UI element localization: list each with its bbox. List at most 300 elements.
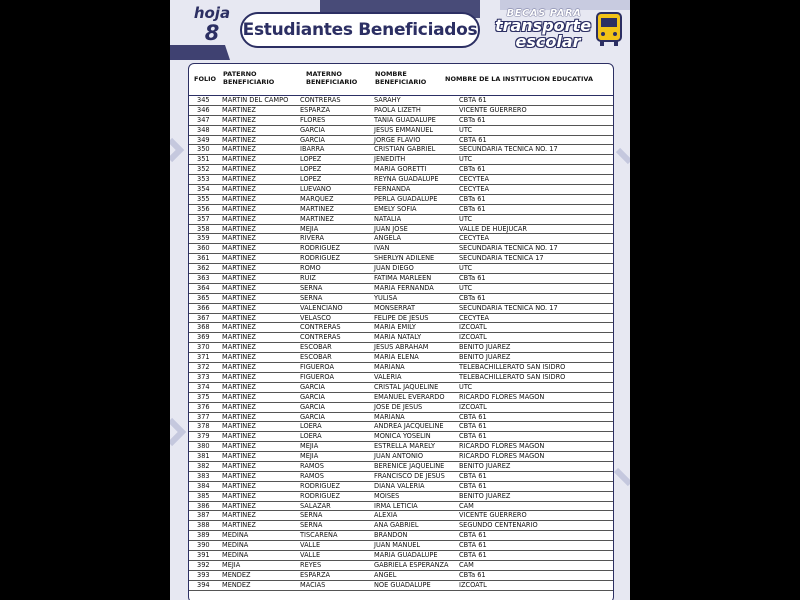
- table-cell: VICENTE GUERRERO: [459, 105, 527, 114]
- table-cell: 388: [197, 521, 210, 530]
- table-row: [189, 551, 613, 561]
- table-cell: IZCOATL: [459, 333, 487, 342]
- table-cell: MARTINEZ: [222, 372, 256, 381]
- bus-icon: [596, 12, 622, 48]
- table-cell: 378: [197, 422, 210, 431]
- table-row: [189, 531, 613, 541]
- table-cell: MARTINEZ: [222, 521, 256, 530]
- table-cell: 362: [197, 264, 210, 273]
- table-cell: MEDINA: [222, 541, 249, 550]
- table-cell: 363: [197, 274, 210, 283]
- table-cell: MARIANA: [374, 412, 405, 421]
- table-cell: RICARDO FLORES MAGON: [459, 392, 545, 401]
- table-cell: 355: [197, 194, 210, 203]
- table-cell: MARTINEZ: [222, 511, 256, 520]
- table-cell: 359: [197, 234, 210, 243]
- table-cell: UTC: [459, 214, 473, 223]
- table-cell: REYES: [300, 560, 322, 569]
- table-cell: FATIMA MARLEEN: [374, 274, 432, 283]
- table-cell: MEJIA: [300, 442, 319, 451]
- table-cell: 357: [197, 214, 210, 223]
- table-cell: UTC: [459, 125, 473, 134]
- table-row: [189, 323, 613, 333]
- table-cell: MARIANA: [374, 363, 405, 372]
- table-cell: MARTINEZ: [222, 283, 256, 292]
- table-cell: MARTINEZ: [222, 333, 256, 342]
- table-cell: CECYTEA: [459, 185, 489, 194]
- sheet-number: [184, 6, 240, 44]
- table-cell: NATALIA: [374, 214, 402, 223]
- table-cell: IZCOATL: [459, 580, 487, 589]
- table-cell: MARTINEZ: [222, 491, 256, 500]
- table-row: [189, 136, 613, 146]
- title-banner: [240, 12, 480, 48]
- table-cell: MARTINEZ: [222, 442, 256, 451]
- table-cell: MARTINEZ: [222, 382, 256, 391]
- table-row: [189, 521, 613, 531]
- table-cell: ALEXIA: [374, 511, 398, 520]
- table-cell: MARTINEZ: [222, 194, 256, 203]
- table-cell: EMANUEL EVERARDO: [374, 392, 445, 401]
- table-cell: REYNA GUADALUPE: [374, 175, 439, 184]
- table-cell: CBTA 61: [459, 481, 487, 490]
- table-cell: 389: [197, 531, 210, 540]
- table-cell: 382: [197, 461, 210, 470]
- table-row: [189, 472, 613, 482]
- table-cell: MARTINEZ: [222, 165, 256, 174]
- table-cell: CBTa 61: [459, 165, 486, 174]
- table-cell: MARTINEZ: [222, 471, 256, 480]
- table-cell: CECYTEA: [459, 175, 489, 184]
- table-cell: 379: [197, 432, 210, 441]
- table-row: [189, 353, 613, 363]
- table-row: [189, 413, 613, 423]
- table-cell: MARTINEZ: [222, 402, 256, 411]
- table-cell: UTC: [459, 382, 473, 391]
- table-cell: MEJIA: [222, 560, 241, 569]
- table-cell: CONTRERAS: [300, 323, 341, 332]
- table-cell: CBTA 61: [459, 96, 487, 104]
- table-cell: 361: [197, 254, 210, 263]
- table-cell: SECUNDARIA TECNICA NO. 17: [459, 145, 558, 154]
- table-row: [189, 403, 613, 413]
- table-cell: 353: [197, 175, 210, 184]
- table-cell: MARTINEZ: [222, 412, 256, 421]
- table-cell: EMELY SOFIA: [374, 204, 417, 213]
- table-cell: CECYTEA: [459, 234, 489, 243]
- table-cell: MARIA FERNANDA: [374, 283, 434, 292]
- table-cell: 364: [197, 283, 210, 292]
- table-cell: LOPEZ: [300, 155, 322, 164]
- table-cell: BENITO JUAREZ: [459, 491, 511, 500]
- table-cell: CBTa 61: [459, 194, 486, 203]
- table-cell: RODRIGUEZ: [300, 491, 340, 500]
- table-row: [189, 482, 613, 492]
- table-cell: 372: [197, 363, 210, 372]
- table-cell: MARTINEZ: [222, 115, 256, 124]
- table-cell: SEGUNDO CENTENARIO: [459, 521, 538, 530]
- table-row: [189, 116, 613, 126]
- table-cell: CBTa 61: [459, 204, 486, 213]
- table-row: [189, 393, 613, 403]
- table-cell: IBARRA: [300, 145, 325, 154]
- table-cell: 381: [197, 452, 210, 461]
- table-cell: MEDINA: [222, 550, 249, 559]
- table-cell: PAOLA LIZETH: [374, 105, 421, 114]
- table-cell: MARTINEZ: [300, 214, 334, 223]
- table-cell: CBTA 61: [459, 412, 487, 421]
- table-cell: 358: [197, 224, 210, 233]
- table-cell: MARTINEZ: [222, 234, 256, 243]
- table-cell: CECYTEA: [459, 313, 489, 322]
- table-cell: JESUS ABRAHAM: [374, 343, 429, 352]
- table-cell: MARTINEZ: [222, 343, 256, 352]
- table-row: [189, 432, 613, 442]
- table-cell: SERNA: [300, 511, 323, 520]
- table-body: [189, 96, 613, 591]
- table-cell: TELEBACHILLERATO SAN ISIDRO: [459, 363, 566, 372]
- table-cell: CONTRERAS: [300, 96, 341, 104]
- table-cell: ROMO: [300, 264, 321, 273]
- table-cell: 349: [197, 135, 210, 144]
- table-cell: FIGUEROA: [300, 363, 335, 372]
- table-row: [189, 373, 613, 383]
- table-cell: CBTA 61: [459, 422, 487, 431]
- table-cell: YULISA: [374, 293, 398, 302]
- table-cell: SARAHY: [374, 96, 401, 104]
- table-cell: RODRIGUEZ: [300, 254, 340, 263]
- table-cell: MARTIN DEL CAMPO: [222, 96, 289, 104]
- table-cell: 351: [197, 155, 210, 164]
- table-cell: GABRIELA ESPERANZA: [374, 560, 449, 569]
- table-header: [189, 64, 613, 96]
- table-cell: CBTA 61: [459, 135, 487, 144]
- table-row: [189, 492, 613, 502]
- table-cell: ANGEL: [374, 570, 397, 579]
- table-row: [189, 333, 613, 343]
- table-cell: GARCIA: [300, 125, 325, 134]
- table-row: [189, 422, 613, 432]
- table-row: [189, 452, 613, 462]
- table-cell: MARTINEZ: [222, 244, 256, 253]
- table-cell: RAMOS: [300, 461, 324, 470]
- table-cell: BERENICE JAQUELINE: [374, 461, 445, 470]
- table-cell: 386: [197, 501, 210, 510]
- table-cell: RUIZ: [300, 274, 316, 283]
- table-row: [189, 264, 613, 274]
- table-cell: VICENTE GUERRERO: [459, 511, 527, 520]
- table-cell: TISCAREÑA: [300, 531, 338, 540]
- table-cell: JESUS EMMANUEL: [374, 125, 434, 134]
- table-cell: MARTINEZ: [222, 214, 256, 223]
- table-cell: NOE GUADALUPE: [374, 580, 431, 589]
- table-cell: BENITO JUAREZ: [459, 461, 511, 470]
- table-cell: 367: [197, 313, 210, 322]
- table-cell: 365: [197, 293, 210, 302]
- table-cell: 371: [197, 353, 210, 362]
- table-cell: 373: [197, 372, 210, 381]
- table-cell: RIVERA: [300, 234, 325, 243]
- table-cell: MARTINEZ: [222, 264, 256, 273]
- table-row: [189, 195, 613, 205]
- table-cell: VALLE DE HUEJUCAR: [459, 224, 527, 233]
- table-cell: SECUNDARIA TECNICA 17: [459, 254, 544, 263]
- table-cell: 356: [197, 204, 210, 213]
- table-cell: 394: [197, 580, 210, 589]
- table-cell: 374: [197, 382, 210, 391]
- table-cell: TANIA GUADALUPE: [374, 115, 436, 124]
- table-cell: CBTa 61: [459, 570, 486, 579]
- table-row: [189, 363, 613, 373]
- table-cell: MARIA ELENA: [374, 353, 419, 362]
- table-cell: ESCOBAR: [300, 343, 332, 352]
- table-cell: ESPARZA: [300, 570, 331, 579]
- table-cell: VELASCO: [300, 313, 331, 322]
- table-cell: GARCIA: [300, 382, 325, 391]
- table-cell: UTC: [459, 283, 473, 292]
- table-cell: MARTINEZ: [222, 303, 256, 312]
- table-row: [189, 185, 613, 195]
- table-row: [189, 442, 613, 452]
- table-row: [189, 96, 613, 106]
- table-cell: CBTA 61: [459, 550, 487, 559]
- table-cell: 375: [197, 392, 210, 401]
- table-cell: CBTA 61: [459, 541, 487, 550]
- table-cell: ANDREA JACQUELINE: [374, 422, 444, 431]
- table-cell: MARTINEZ: [222, 353, 256, 362]
- table-cell: FRANCISCO DE JESUS: [374, 471, 445, 480]
- table-row: [189, 254, 613, 264]
- table-cell: SECUNDARIA TECNICA NO. 17: [459, 244, 558, 253]
- table-cell: VALLE: [300, 550, 321, 559]
- table-row: [189, 561, 613, 571]
- table-cell: MARTINEZ: [300, 204, 334, 213]
- table-cell: 352: [197, 165, 210, 174]
- col-paterno: PATERNO BENEFICIARIO: [223, 70, 275, 86]
- table-row: [189, 571, 613, 581]
- table-cell: 368: [197, 323, 210, 332]
- table-cell: MARTINEZ: [222, 313, 256, 322]
- col-institucion: NOMBRE DE LA INSTITUCION EDUCATIVA: [445, 75, 594, 83]
- table-row: [189, 502, 613, 512]
- table-row: [189, 225, 613, 235]
- table-cell: RICARDO FLORES MAGON: [459, 452, 545, 461]
- table-cell: MARIA GUADALUPE: [374, 550, 438, 559]
- table-cell: SALAZAR: [300, 501, 331, 510]
- table-row: [189, 106, 613, 116]
- table-cell: MACIAS: [300, 580, 326, 589]
- table-row: [189, 274, 613, 284]
- table-cell: 347: [197, 115, 210, 124]
- table-cell: MENDEZ: [222, 580, 251, 589]
- table-cell: CBTa 61: [459, 115, 486, 124]
- table-row: [189, 304, 613, 314]
- table-cell: FLORES: [300, 115, 326, 124]
- table-cell: CRISTAL JAQUELINE: [374, 382, 439, 391]
- table-cell: MONSERRAT: [374, 303, 416, 312]
- table-cell: VALERIA: [374, 372, 402, 381]
- table-cell: 376: [197, 402, 210, 411]
- table-cell: CBTA 61: [459, 432, 487, 441]
- col-materno: MATERNO BENEFICIARIO: [306, 70, 358, 86]
- table-cell: UTC: [459, 155, 473, 164]
- table-cell: MARTINEZ: [222, 452, 256, 461]
- table-cell: RODRIGUEZ: [300, 244, 340, 253]
- col-nombre: NOMBRE BENEFICIARIO: [375, 70, 427, 86]
- table-row: [189, 244, 613, 254]
- table-cell: MEJIA: [300, 224, 319, 233]
- table-cell: MARIA EMILY: [374, 323, 416, 332]
- table-cell: LOERA: [300, 422, 322, 431]
- table-cell: 346: [197, 105, 210, 114]
- table-cell: 345: [197, 96, 210, 104]
- table-cell: ESPARZA: [300, 105, 331, 114]
- table-cell: PERLA GUADALUPE: [374, 194, 438, 203]
- logo-line-1: BECAS PARA: [506, 8, 582, 19]
- table-row: [189, 234, 613, 244]
- table-cell: CAM: [459, 560, 474, 569]
- table-cell: MARQUEZ: [300, 194, 334, 203]
- table-row: [189, 462, 613, 472]
- table-row: [189, 215, 613, 225]
- table-cell: MEJIA: [300, 452, 319, 461]
- table-cell: 360: [197, 244, 210, 253]
- table-cell: MOISES: [374, 491, 400, 500]
- col-folio: FOLIO: [194, 75, 217, 83]
- logo-line-2: transporte: [494, 16, 592, 35]
- table-cell: BENITO JUAREZ: [459, 353, 511, 362]
- table-row: [189, 126, 613, 136]
- table-cell: MARTINEZ: [222, 501, 256, 510]
- table-cell: MARIA GORETTI: [374, 165, 427, 174]
- table-cell: CAM: [459, 501, 474, 510]
- table-cell: 354: [197, 185, 210, 194]
- sheet-label: hoja: [193, 4, 231, 22]
- table-cell: 383: [197, 471, 210, 480]
- page-title: Estudiantes Beneficiados: [242, 20, 478, 40]
- table-cell: MARTINEZ: [222, 274, 256, 283]
- table-cell: MEDINA: [222, 531, 249, 540]
- table-row: [189, 175, 613, 185]
- table-row: [189, 314, 613, 324]
- table-cell: IZCOATL: [459, 402, 487, 411]
- logo-line-3: escolar: [515, 32, 581, 51]
- table-cell: RICARDO FLORES MAGON: [459, 442, 545, 451]
- table-cell: MARTINEZ: [222, 125, 256, 134]
- table-cell: CRISTIAN GABRIEL: [374, 145, 436, 154]
- document-page: [170, 0, 630, 600]
- table-cell: JOSE DE JESUS: [374, 402, 423, 411]
- table-cell: 366: [197, 303, 210, 312]
- table-cell: IZCOATL: [459, 323, 487, 332]
- table-cell: LOERA: [300, 432, 322, 441]
- table-cell: MARTINEZ: [222, 432, 256, 441]
- table-cell: MARTINEZ: [222, 461, 256, 470]
- table-cell: IRMA LETICIA: [374, 501, 418, 510]
- table-row: [189, 284, 613, 294]
- table-cell: MARTINEZ: [222, 392, 256, 401]
- table-row: [189, 165, 613, 175]
- table-cell: MARTINEZ: [222, 155, 256, 164]
- table-cell: ANA GABRIEL: [374, 521, 419, 530]
- table-cell: MENDEZ: [222, 570, 251, 579]
- table-cell: DIANA VALERIA: [374, 481, 425, 490]
- table-cell: MARTINEZ: [222, 204, 256, 213]
- table-cell: VALENCIANO: [300, 303, 343, 312]
- table-cell: MARTINEZ: [222, 323, 256, 332]
- sheet-number-value: 8: [204, 21, 220, 45]
- table-cell: 380: [197, 442, 210, 451]
- table-cell: GARCIA: [300, 392, 325, 401]
- table-cell: IVAN: [374, 244, 390, 253]
- table-cell: UTC: [459, 264, 473, 273]
- table-cell: MARTINEZ: [222, 224, 256, 233]
- table-cell: JUAN JOSE: [374, 224, 408, 233]
- table-row: [189, 511, 613, 521]
- table-cell: 377: [197, 412, 210, 421]
- table-cell: MARIA NATALY: [374, 333, 422, 342]
- table-cell: SERNA: [300, 521, 323, 530]
- table-cell: CONTRERAS: [300, 333, 341, 342]
- table-cell: RODRIGUEZ: [300, 481, 340, 490]
- table-cell: GARCIA: [300, 412, 325, 421]
- table-cell: SHERLYN ADILENE: [374, 254, 435, 263]
- table-cell: 393: [197, 570, 210, 579]
- table-cell: VALLE: [300, 541, 321, 550]
- table-cell: RAMOS: [300, 471, 324, 480]
- table-cell: SECUNDARIA TECNICA NO. 17: [459, 303, 558, 312]
- table-cell: 387: [197, 511, 210, 520]
- table-cell: CBTa 61: [459, 293, 486, 302]
- table-cell: CBTa 61: [459, 274, 486, 283]
- table-cell: 350: [197, 145, 210, 154]
- table-cell: 348: [197, 125, 210, 134]
- table-cell: ANGELA: [374, 234, 402, 243]
- table-cell: LOPEZ: [300, 175, 322, 184]
- table-cell: CBTA 61: [459, 531, 487, 540]
- table-cell: CBTA 61: [459, 471, 487, 480]
- table-cell: MARTINEZ: [222, 135, 256, 144]
- table-cell: JUAN DIEGO: [374, 264, 414, 273]
- table-cell: JENEDITH: [374, 155, 406, 164]
- program-logo: [490, 8, 622, 54]
- table-cell: SERNA: [300, 293, 323, 302]
- table-cell: 391: [197, 550, 210, 559]
- table-cell: GARCIA: [300, 135, 325, 144]
- table-cell: SERNA: [300, 283, 323, 292]
- table-cell: TELEBACHILLERATO SAN ISIDRO: [459, 372, 566, 381]
- table-cell: GARCIA: [300, 402, 325, 411]
- table-cell: LUEVANO: [300, 185, 332, 194]
- table-cell: BENITO JUAREZ: [459, 343, 511, 352]
- table-cell: MARTINEZ: [222, 105, 256, 114]
- table-cell: FELIPE DE JESUS: [374, 313, 429, 322]
- table-row: [189, 155, 613, 165]
- table-cell: FIGUEROA: [300, 372, 335, 381]
- table-cell: 390: [197, 541, 210, 550]
- table-cell: MARTINEZ: [222, 175, 256, 184]
- table-cell: FERNANDA: [374, 185, 411, 194]
- table-cell: 370: [197, 343, 210, 352]
- table-cell: MARTINEZ: [222, 185, 256, 194]
- table-cell: LOPEZ: [300, 165, 322, 174]
- table-cell: ESCOBAR: [300, 353, 332, 362]
- table-cell: MARTINEZ: [222, 422, 256, 431]
- table-cell: MARTINEZ: [222, 145, 256, 154]
- table-row: [189, 541, 613, 551]
- table-cell: 385: [197, 491, 210, 500]
- table-row: [189, 205, 613, 215]
